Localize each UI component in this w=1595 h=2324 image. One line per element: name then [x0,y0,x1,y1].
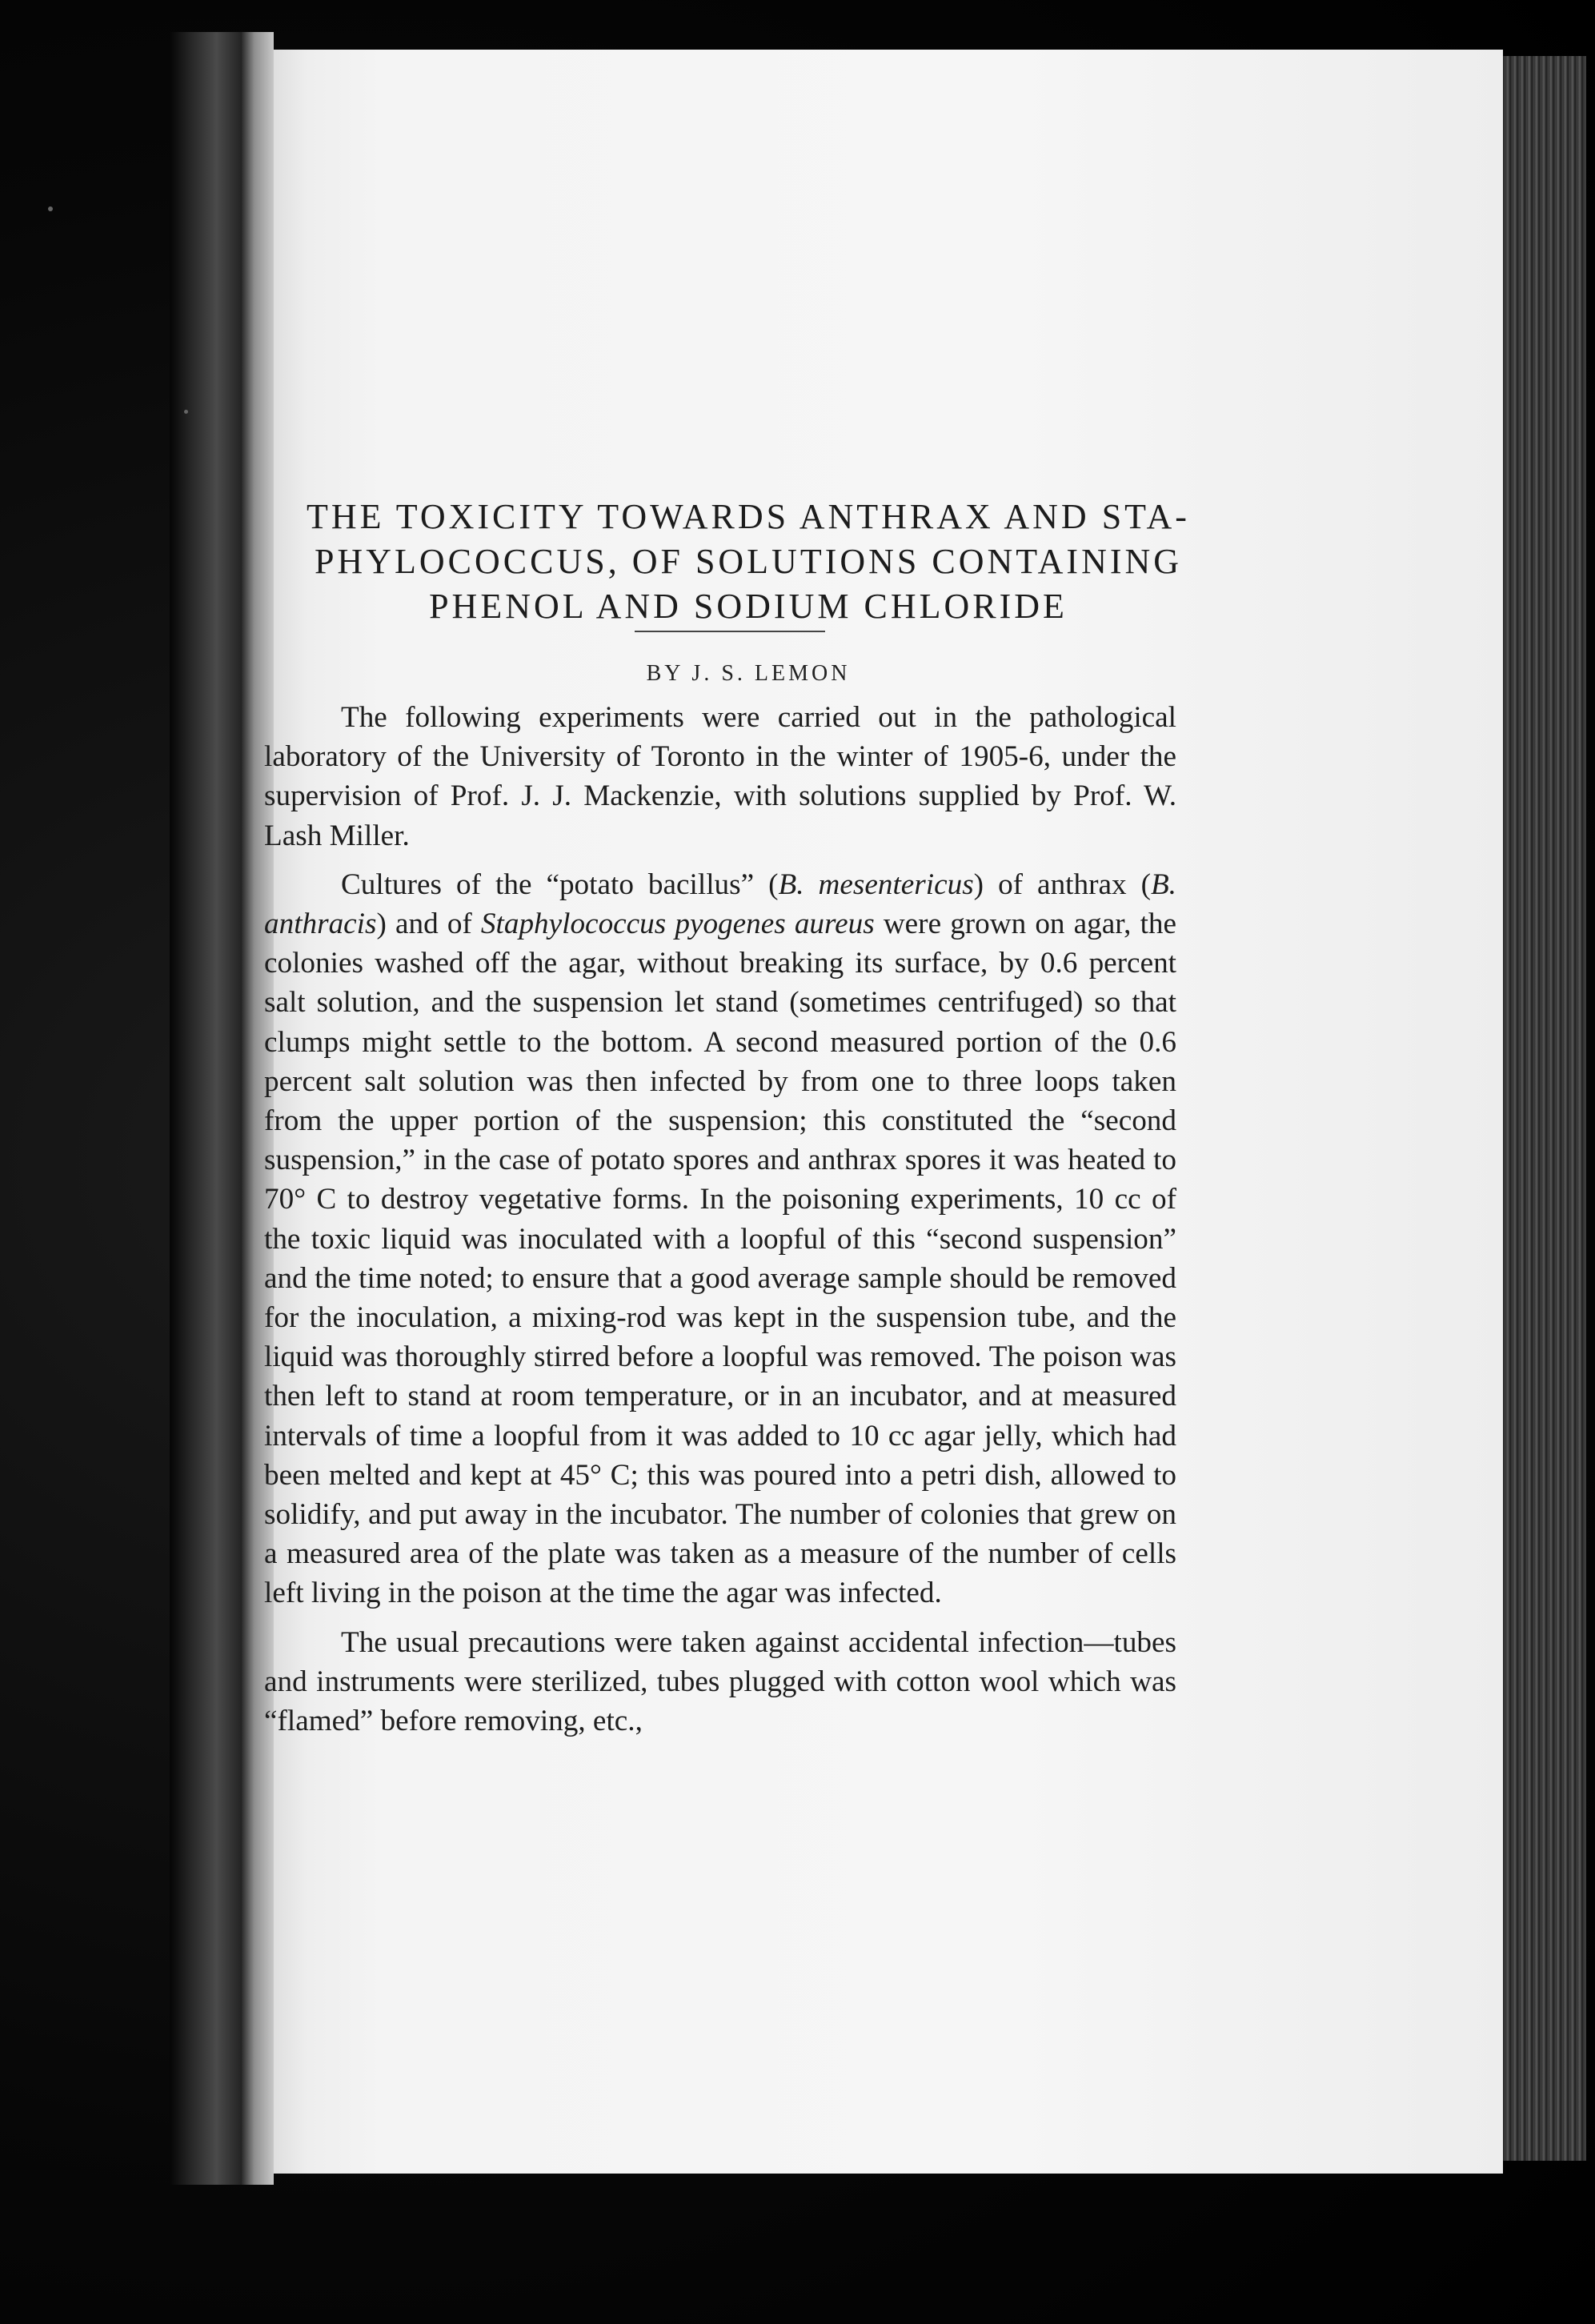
paragraph-text: ) of anthrax ( [973,867,1151,901]
article-body [264,698,1176,1741]
species-name: Staphylococcus pyogenes aureus [480,908,875,941]
title-line: PHYLOCOCCUS, OF SOLUTIONS CONTAINING [314,542,1183,581]
title-divider [635,631,825,632]
species-name: B. anthracis [264,867,1176,941]
title-line: THE TOXICITY TOWARDS ANTHRAX AND STA- [307,497,1190,536]
paragraph-text: The following experiments were carried out in the pathological laboratory of the University of Toronto in the winter of 1905-6, under the supervision of Prof. J. J. Mackenzie, with solutions supplied by Prof. W. Lash Miller. [264,701,1176,852]
author-byline: BY J. S. LEMON [646,661,851,686]
scan-speck [184,410,188,414]
paragraph-text: Cultures of the “potato bacillus” ( [341,867,779,901]
title-line: PHENOL AND SODIUM CHLORIDE [429,587,1068,626]
paragraph-intro [264,698,1176,855]
paragraph-methods [264,865,1176,1613]
page-stack-edge [1498,56,1586,2161]
species-name: B. mesentericus [778,867,974,901]
paragraph-text: ) and of [376,908,481,941]
scan-speck [48,206,53,211]
paragraph-text: The usual precautions were taken against accidental infection—tubes and instruments were sterilized, tubes plugged with cotton wool which was “flamed” before removing, etc., [264,1625,1176,1738]
paragraph-precautions [264,1623,1176,1741]
paragraph-text: were grown on agar, the colonies washed off the agar, without breaking its surface, by 0.6 percent salt solution, and the suspension let stand (sometimes centrifuged) so that clumps might settle to the bottom. A second measured portion of the 0.6 percent salt solution was then infected by from one to three loops taken from the upper portion of the suspension; this constituted the “second suspension,” in the case of potato spores and anthrax spores it was heated to 70° C to destroy vegetative forms. In the poisoning experiments, 10 cc of the toxic liquid was inoculated with a loopful of this “second suspension” and the time noted; to ensure that a good average sample should be removed for the inoculation, a mixing-rod was kept in the suspension tube, and the liquid was thoroughly stirred before a loopful was removed. The poison was then left to stand at room temperature, or in an incubator, and at measured intervals of time a loopful from it was added to 10 cc agar jelly, which had been melted and kept at 45° C; this was poured into a petri dish, allowed to solidify, and put away in the incubator. The number of colonies that grew on a measured area of the plate was taken as a measure of the number of cells left living in the poison at the time the agar was infected. [264,908,1176,1610]
article-title [280,495,1216,629]
